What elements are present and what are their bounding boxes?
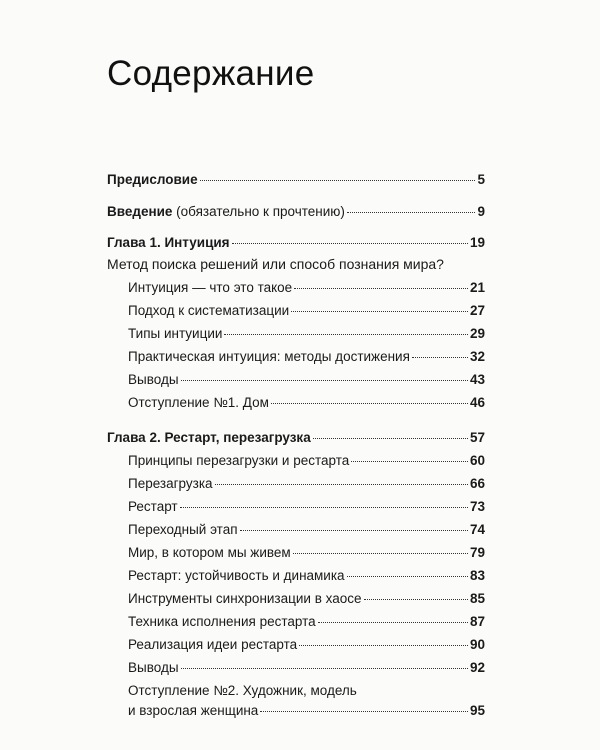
- dot-leader: [200, 179, 476, 181]
- toc-label: Глава 1. Интуиция: [107, 235, 230, 250]
- toc-label: Предисловие: [107, 172, 198, 187]
- dot-leader: [215, 483, 468, 485]
- toc-entry-digression-2-line1[interactable]: [107, 681, 485, 701]
- toc-entry[interactable]: [107, 393, 485, 413]
- toc-label: Техника исполнения рестарта: [128, 614, 316, 629]
- toc-label: и взрослая женщина: [128, 703, 259, 718]
- dot-leader: [351, 460, 468, 462]
- toc-page-number: 32: [469, 349, 485, 364]
- dot-leader: [240, 529, 468, 531]
- toc-page-number: 66: [469, 476, 485, 491]
- dot-leader: [293, 552, 468, 554]
- toc-entry[interactable]: [107, 658, 485, 678]
- dot-leader: [180, 506, 468, 508]
- toc-page-number: 83: [469, 568, 485, 583]
- toc-chapter-2[interactable]: [107, 428, 485, 448]
- toc-page-number: 85: [469, 591, 485, 606]
- dot-leader: [291, 310, 468, 312]
- toc-entry[interactable]: [107, 324, 485, 344]
- toc-page-number: 9: [477, 204, 485, 219]
- toc-page-number: 46: [469, 395, 485, 410]
- dot-leader: [232, 242, 468, 244]
- toc-entry[interactable]: [107, 347, 485, 367]
- dot-leader: [181, 379, 468, 381]
- toc-page-number: 60: [469, 453, 485, 468]
- toc-page-number: 43: [469, 372, 485, 387]
- toc-page-number: 74: [469, 522, 485, 537]
- toc-label: Типы интуиции: [128, 326, 223, 341]
- toc-label: Рестарт: [128, 499, 178, 514]
- toc-page-number: 21: [469, 280, 485, 295]
- toc-page-number: 90: [469, 637, 485, 652]
- dot-leader: [347, 575, 468, 577]
- dot-leader: [260, 710, 468, 712]
- toc-entry-digression-2-line2[interactable]: [107, 701, 485, 721]
- toc-label: Инструменты синхронизации в хаосе: [128, 591, 362, 606]
- toc-page-number: 29: [469, 326, 485, 341]
- toc-chapter-1[interactable]: [107, 233, 485, 253]
- toc-page-number: 95: [469, 703, 485, 718]
- dot-leader: [181, 667, 468, 669]
- toc-entry[interactable]: [107, 451, 485, 471]
- toc-page-number: 79: [469, 545, 485, 560]
- toc-entry[interactable]: [107, 520, 485, 540]
- dot-leader: [294, 287, 468, 289]
- toc-label: [107, 202, 345, 222]
- toc-label-note: (обязательно к прочтению): [172, 204, 345, 219]
- toc-label: Переходный этап: [128, 522, 238, 537]
- toc-label: Практическая интуиция: методы достижения: [128, 349, 410, 364]
- toc-label: Глава 2. Рестарт, перезагрузка: [107, 430, 311, 445]
- toc-page-number: 19: [469, 235, 485, 250]
- toc-entry[interactable]: [107, 543, 485, 563]
- toc-page-number: 57: [469, 430, 485, 445]
- toc-entry[interactable]: [107, 278, 485, 298]
- dot-leader: [224, 333, 468, 335]
- toc-entry[interactable]: [107, 612, 485, 632]
- dot-leader: [271, 402, 468, 404]
- toc-label: Интуиция — что это такое: [128, 280, 293, 295]
- toc-label: Отступление №1. Дом: [128, 395, 269, 410]
- toc-label: Выводы: [128, 372, 179, 387]
- dot-leader: [347, 211, 476, 213]
- dot-leader: [318, 621, 468, 623]
- chapter-1-subtitle: [107, 254, 485, 274]
- dot-leader: [313, 437, 468, 439]
- toc-entry[interactable]: [107, 497, 485, 517]
- toc-page-number: 27: [469, 303, 485, 318]
- toc-page-number: 73: [469, 499, 485, 514]
- toc-label: Принципы перезагрузки и рестарта: [128, 453, 350, 468]
- page-title: Содержание: [107, 54, 315, 93]
- dot-leader: [364, 598, 468, 600]
- toc-label: Реализация идеи рестарта: [128, 637, 298, 652]
- toc-entry[interactable]: [107, 474, 485, 494]
- toc-entry[interactable]: [107, 635, 485, 655]
- toc-page-number: 5: [477, 172, 485, 187]
- toc-entry[interactable]: [107, 566, 485, 586]
- toc-entry[interactable]: [107, 370, 485, 390]
- toc-label: Подход к систематизации: [128, 303, 290, 318]
- toc-entry[interactable]: [107, 301, 485, 321]
- table-of-contents: [107, 170, 485, 721]
- toc-label: Мир, в котором мы живем: [128, 545, 291, 560]
- toc-page-number: 87: [469, 614, 485, 629]
- toc-label: Перезагрузка: [128, 476, 213, 491]
- chapter-subtitle: Метод поиска решений или способ познания мира?: [107, 256, 444, 272]
- dot-leader: [299, 644, 468, 646]
- toc-label: Рестарт: устойчивость и динамика: [128, 568, 345, 583]
- toc-entry-intro[interactable]: [107, 202, 485, 222]
- toc-page-number: 92: [469, 660, 485, 675]
- toc-label: Отступление №2. Художник, модель: [128, 683, 357, 698]
- dot-leader: [412, 356, 468, 358]
- toc-label: Выводы: [128, 660, 179, 675]
- toc-entry[interactable]: [107, 589, 485, 609]
- toc-entry-preface[interactable]: [107, 170, 485, 190]
- toc-label-bold: Введение: [107, 204, 173, 219]
